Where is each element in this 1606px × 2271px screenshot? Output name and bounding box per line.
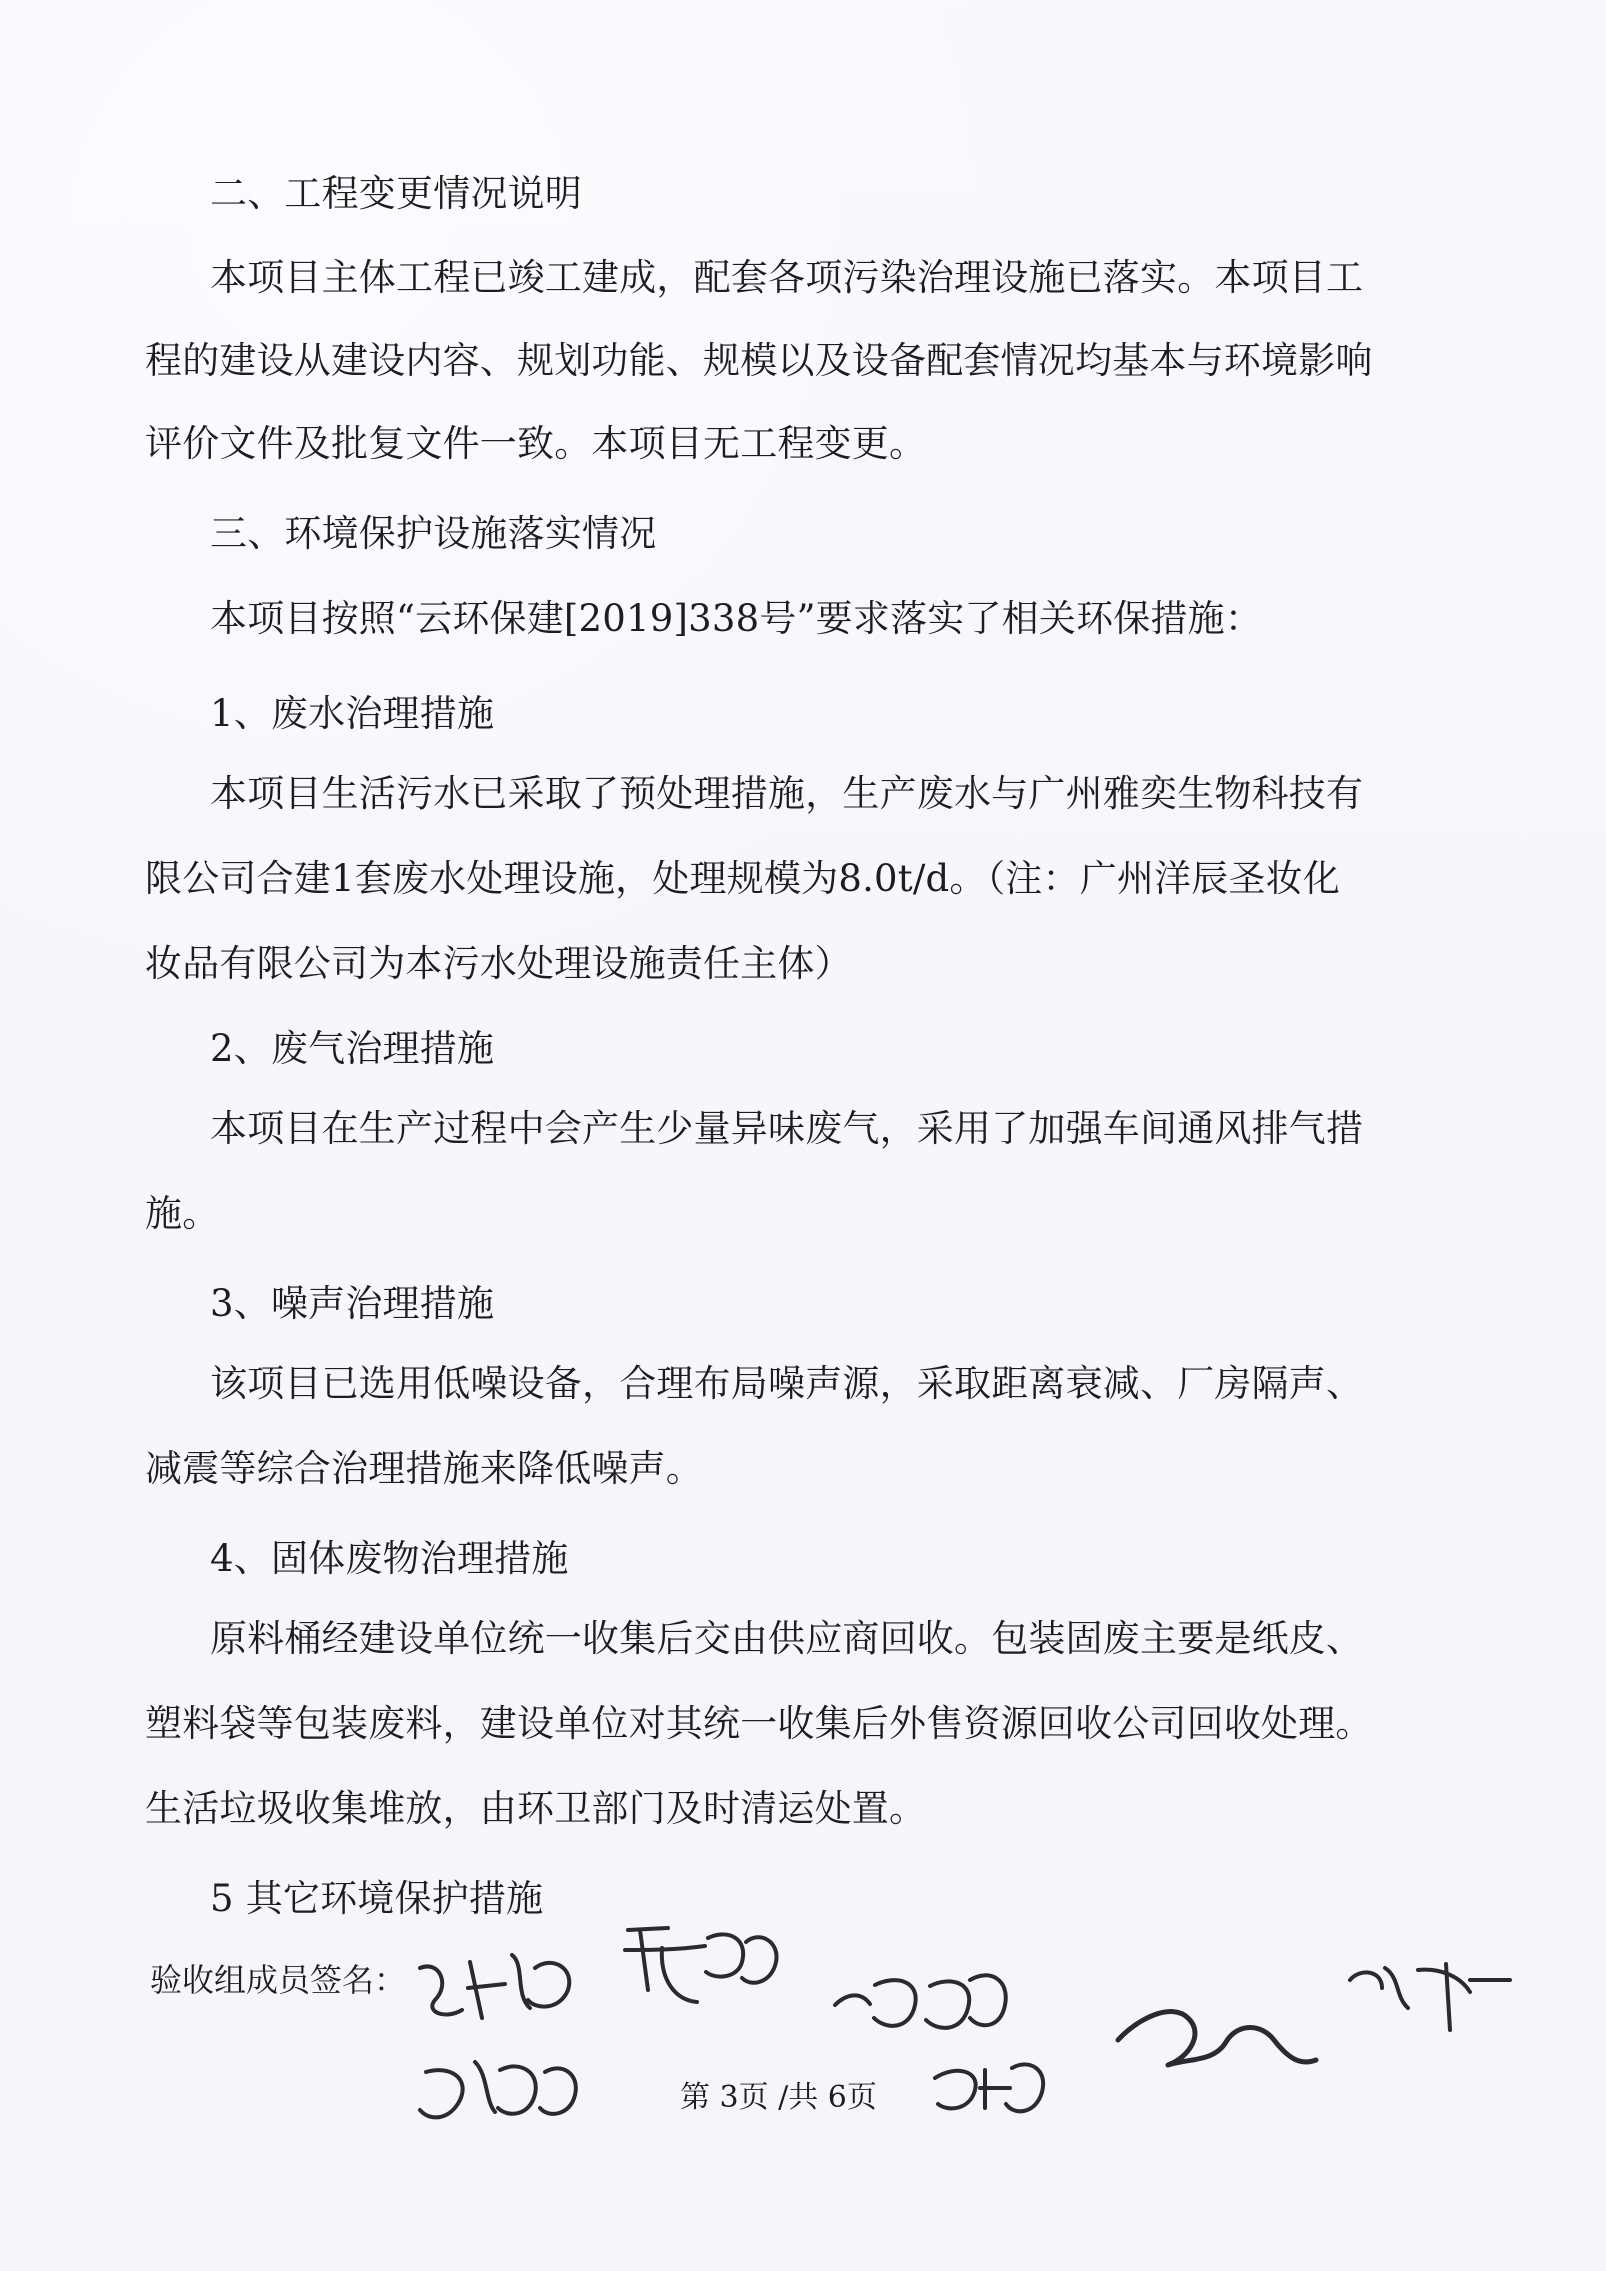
subsection-exhaust-title: 2、废气治理措施 [210, 1027, 495, 1070]
paragraph-line-6: 限公司合建1套废水处理设施，处理规模为8.0t/d。（注：广州洋辰圣妆化 [145, 857, 1341, 900]
paragraph-line-4: 本项目按照“云环保建[2019]338号”要求落实了相关环保措施： [210, 597, 1263, 640]
paragraph-line-13: 塑料袋等包装废料，建设单位对其统一收集后外售资源回收公司回收处理。 [145, 1702, 1373, 1745]
signature-chen-xiaotong [420, 2062, 576, 2117]
paragraph-line-7: 妆品有限公司为本污水处理设施责任主体） [145, 942, 852, 985]
paragraph-line-8: 本项目在生产过程中会产生少量异味废气，采用了加强车间通风排气措 [210, 1107, 1364, 1150]
paragraph-line-14: 生活垃圾收集堆放，由环卫部门及时清运处置。 [145, 1787, 927, 1830]
subsection-wastewater-title: 1、废水治理措施 [210, 692, 495, 735]
paragraph-line-1: 本项目主体工程已竣工建成，配套各项污染治理设施已落实。本项目工 [210, 256, 1364, 299]
section-title-2: 二、工程变更情况说明 [210, 172, 582, 215]
subsection-other-title: 5 其它环境保护措施 [210, 1877, 544, 1920]
signature-cai-yichun [625, 1928, 777, 2002]
paragraph-line-5: 本项目生活污水已采取了预处理措施，生产废水与广州雅奕生物科技有 [210, 772, 1364, 815]
signature-feng-ziqian [1350, 1964, 1510, 2030]
signature-label: 验收组成员签名： [150, 1961, 407, 1999]
section-title-3: 三、环境保护设施落实情况 [210, 512, 657, 555]
signature-zhang-hongyu [935, 2064, 1043, 2111]
paragraph-line-11: 减震等综合治理措施来降低噪声。 [145, 1447, 703, 1490]
subsection-noise-title: 3、噪声治理措施 [210, 1282, 495, 1325]
signature-he-weiming [835, 1975, 1006, 2028]
paragraph-line-9: 施。 [145, 1192, 220, 1235]
paragraph-line-10: 该项目已选用低噪设备，合理布局噪声源，采取距离衰减、厂房隔声、 [210, 1362, 1364, 1405]
signature-yang-liu [420, 1955, 569, 2018]
paragraph-line-12: 原料桶经建设单位统一收集后交由供应商回收。包装固废主要是纸皮、 [210, 1617, 1364, 1660]
signature-yang-yushan [1118, 2012, 1316, 2065]
subsection-solid-waste-title: 4、固体废物治理措施 [210, 1537, 569, 1580]
page-footer: 第 3页 /共 6页 [680, 2080, 877, 2115]
paragraph-line-2: 程的建设从建设内容、规划功能、规模以及设备配套情况均基本与环境影响 [145, 339, 1373, 382]
paragraph-line-3: 评价文件及批复文件一致。本项目无工程变更。 [145, 422, 927, 465]
